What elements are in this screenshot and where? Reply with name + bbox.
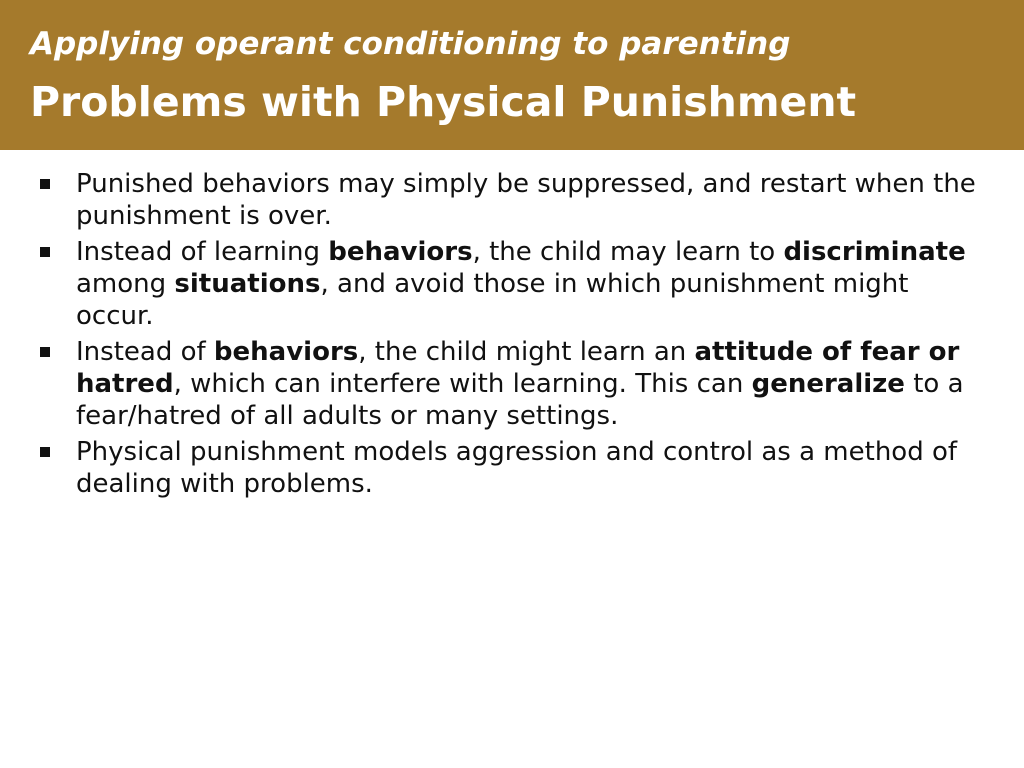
square-bullet-icon bbox=[40, 347, 50, 357]
bullet-item bbox=[40, 168, 980, 232]
emphasis-text: generalize bbox=[751, 369, 905, 399]
bullet-item bbox=[40, 236, 980, 332]
bullet-item bbox=[40, 336, 980, 432]
emphasis-text: situations bbox=[174, 269, 321, 299]
bullet-text: Physical punishment models aggression and control as a method of dealing with problems. bbox=[76, 437, 958, 499]
square-bullet-icon bbox=[40, 447, 50, 457]
header-banner bbox=[0, 0, 1024, 150]
square-bullet-icon bbox=[40, 179, 50, 189]
bullet-text: Instead of learning behaviors, the child may learn to discriminate among situations, and avoid those in which punishment might occur. bbox=[76, 237, 966, 331]
emphasis-text: attitude of fear or hatred bbox=[76, 337, 960, 399]
emphasis-text: behaviors bbox=[213, 337, 359, 367]
emphasis-text: behaviors bbox=[328, 237, 473, 267]
bullet-text: Punished behaviors may simply be suppressed, and restart when the punishment is over. bbox=[76, 169, 976, 231]
emphasis-text: discriminate bbox=[783, 237, 966, 267]
square-bullet-icon bbox=[40, 247, 50, 257]
slide-subtitle: Applying operant conditioning to parenting bbox=[30, 26, 791, 62]
bullet-text: Instead of behaviors, the child might learn an attitude of fear or hatred, which can interfere with learning. This can generalize to a fear/hatred of all adults or many settings. bbox=[76, 337, 964, 431]
bullet-item bbox=[40, 436, 980, 500]
slide-title: Problems with Physical Punishment bbox=[30, 78, 857, 126]
bullet-list bbox=[40, 168, 980, 504]
